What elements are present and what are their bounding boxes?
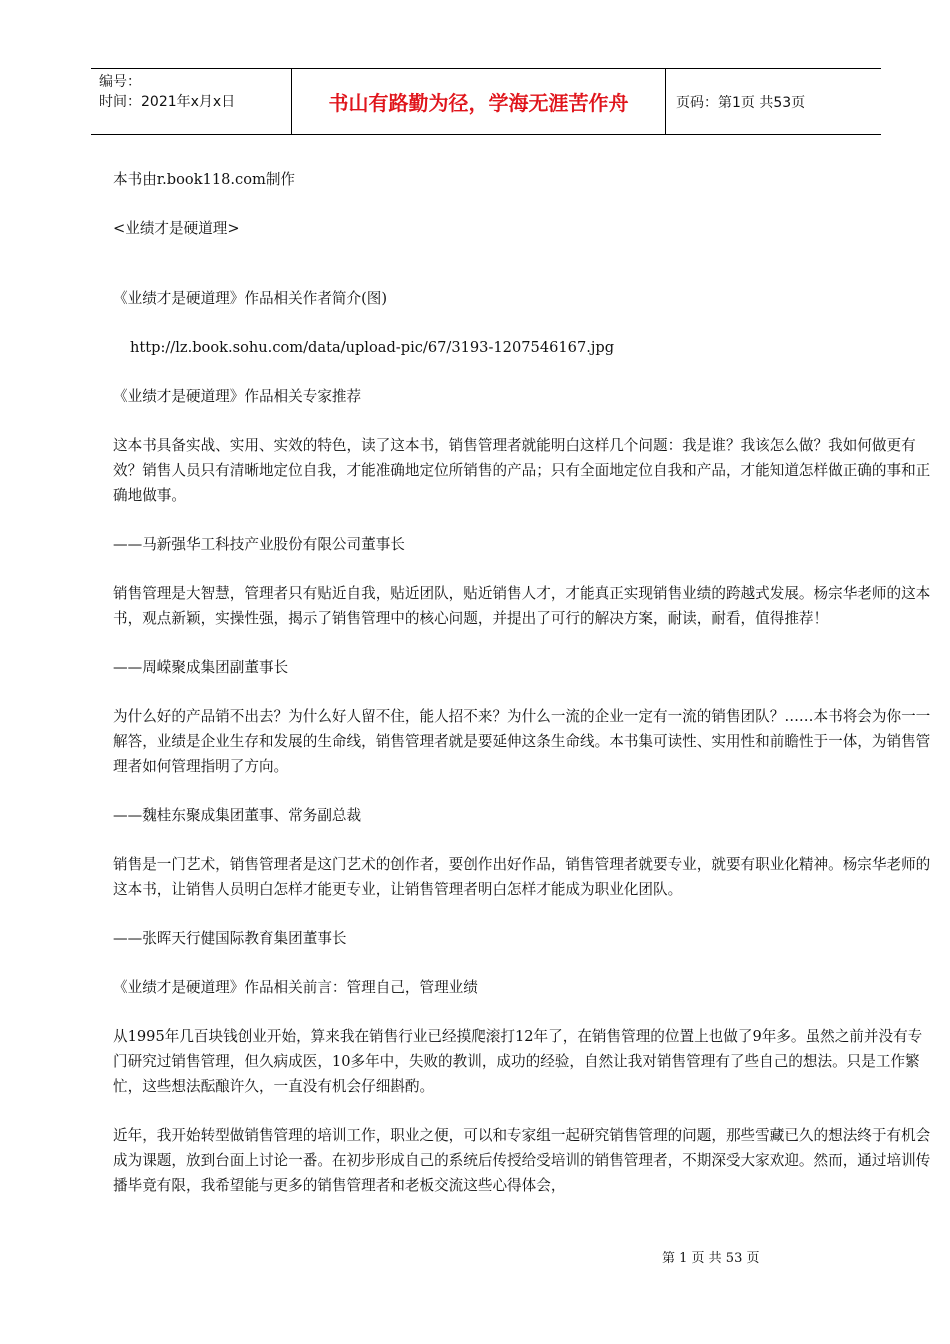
paragraph: 这本书具备实战、实用、实效的特色，读了这本书，销售管理者就能明白这样几个问题：我是谁？我该怎么做？我如何做更有效？销售人员只有清晰地定位自我，才能准确地定位所销售的产品；只有全面地定位自我和产品，才能知道怎样做正确的事和正确地做事。 — [113, 437, 931, 504]
header-meta-cell — [91, 69, 292, 134]
page-header — [91, 68, 881, 135]
section-heading: 《业绩才是硬道理》作品相关前言：管理自己，管理业绩 — [113, 979, 478, 996]
footer-page-number: 第 1 页 共 53 页 — [662, 1251, 760, 1266]
attribution: ——马新强华工科技产业股份有限公司董事长 — [113, 536, 405, 553]
attribution: ——魏桂东聚成集团董事、常务副总裁 — [113, 807, 362, 824]
image-link[interactable]: http://lz.book.sohu.com/data/upload-pic/67/3193-1207546167.jpg — [130, 339, 615, 356]
paragraph: 本书由r.book118.com制作 — [113, 171, 296, 188]
paragraph: 销售管理是大智慧，管理者只有贴近自我，贴近团队，贴近销售人才，才能真正实现销售业绩的跨越式发展。杨宗华老师的这本书，观点新颖，实操性强，揭示了销售管理中的核心问题，并提出了可行的解决方案，耐读，耐看，值得推荐！ — [113, 585, 931, 627]
attribution: ——周嵘聚成集团副董事长 — [113, 659, 289, 676]
paragraph: 从1995年几百块钱创业开始，算来我在销售行业已经摸爬滚打12年了，在销售管理的位置上也做了9年多。虽然之前并没有专门研究过销售管理，但久病成医，10多年中，失败的教训，成功的经验，自然让我对销售管理有了些自己的想法。只是工作繁忙，这些想法酝酿许久，一直没有机会仔细斟酌。 — [113, 1028, 923, 1095]
paragraph: 销售是一门艺术，销售管理者是这门艺术的创作者，要创作出好作品，销售管理者就要专业，就要有职业化精神。杨宗华老师的这本书，让销售人员明白怎样才能更专业，让销售管理者明白怎样才能成为职业化团队。 — [113, 856, 931, 898]
book-title: <业绩才是硬道理> — [113, 220, 240, 237]
time-label: 时间：2021年x月x日 — [99, 94, 236, 110]
section-heading: 《业绩才是硬道理》作品相关专家推荐 — [113, 388, 362, 405]
number-label: 编号： — [99, 74, 141, 90]
attribution: ——张晖天行健国际教育集团董事长 — [113, 930, 347, 947]
section-heading: 《业绩才是硬道理》作品相关作者简介(图) — [113, 290, 388, 307]
header-page-info: 页码：第1页 共53页 — [676, 94, 806, 111]
document-body — [113, 167, 931, 1222]
paragraph: 近年，我开始转型做销售管理的培训工作，职业之便，可以和专家组一起研究销售管理的问题，那些雪藏已久的想法终于有机会成为课题，放到台面上讨论一番。在初步形成自己的系统后传授给受培训的销售管理者，不期深受大家欢迎。然而，通过培训传播毕竟有限，我希望能与更多的销售管理者和老板交流这些心得体会， — [113, 1127, 931, 1194]
header-motto: 书山有路勤为径，学海无涯苦作舟 — [292, 69, 666, 134]
paragraph: 为什么好的产品销不出去？为什么好人留不住，能人招不来？为什么一流的企业一定有一流的销售团队？……本书将会为你一一解答，业绩是企业生存和发展的生命线，销售管理者就是要延伸这条生命线。本书集可读性、实用性和前瞻性于一体，为销售管理者如何管理指明了方向。 — [113, 708, 931, 775]
